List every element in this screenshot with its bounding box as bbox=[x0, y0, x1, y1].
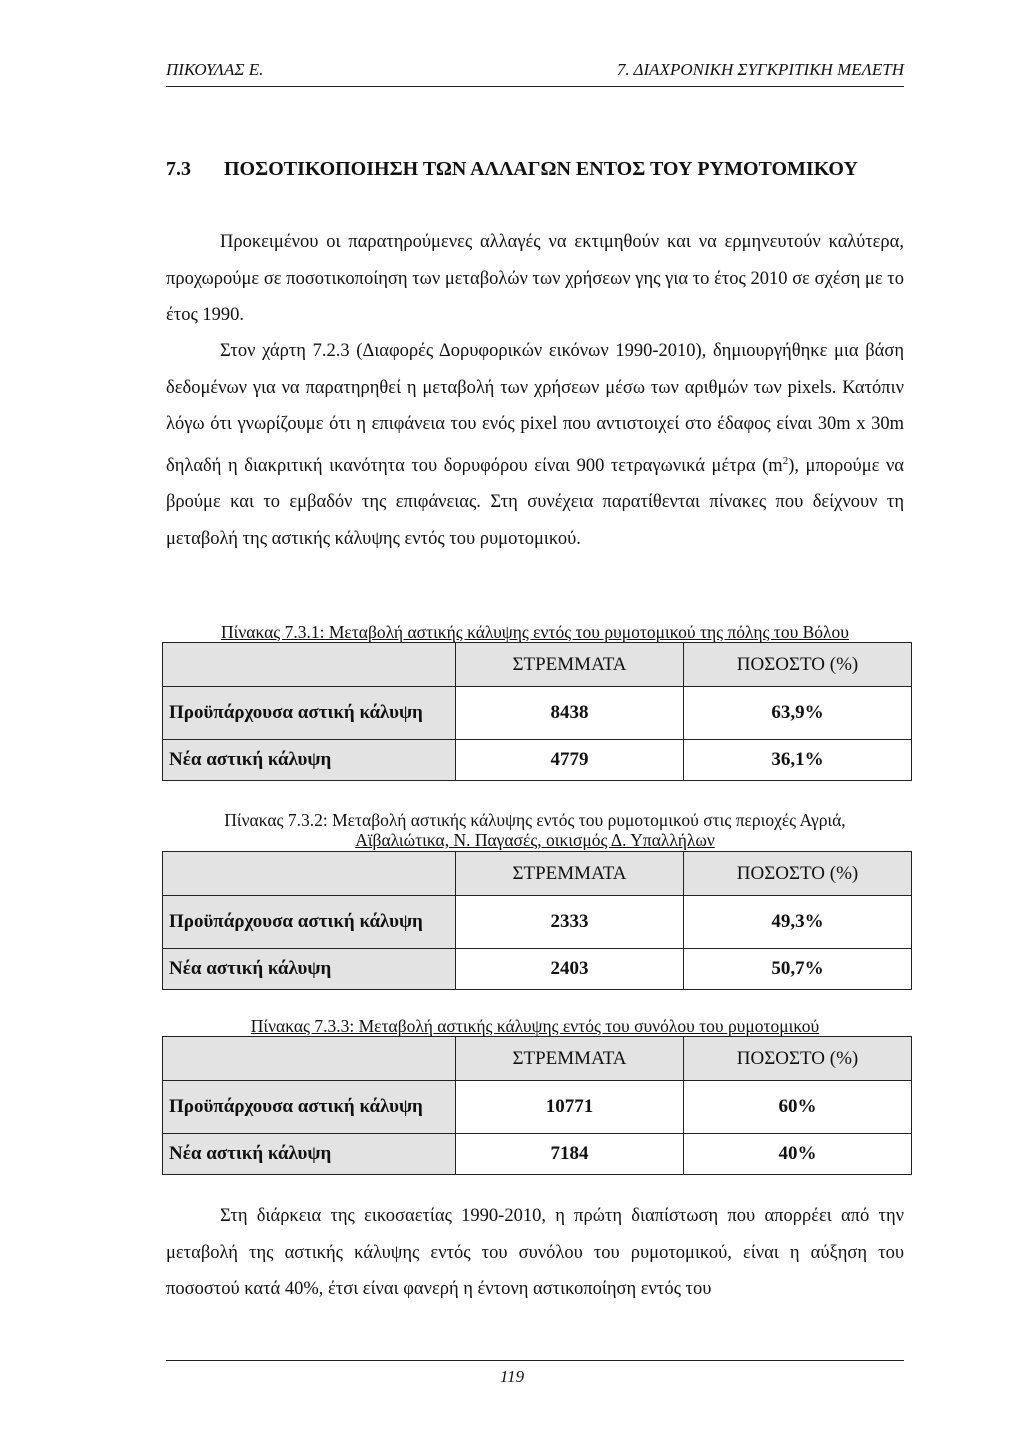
cell-existing-stremmata: 10771 bbox=[456, 1081, 684, 1134]
section-number: 7.3 bbox=[166, 158, 191, 180]
data-table-3 bbox=[162, 1036, 912, 1175]
running-header bbox=[166, 56, 904, 87]
footer-rule bbox=[166, 1360, 904, 1361]
col-header-stremmata: ΣΤΡΕΜΜΑΤΑ bbox=[456, 852, 684, 896]
data-table-2 bbox=[162, 851, 912, 990]
row-label-existing: Προϋπάρχουσα αστική κάλυψη bbox=[163, 687, 456, 740]
table-header-row bbox=[163, 643, 912, 687]
cell-new-stremmata: 4779 bbox=[456, 740, 684, 781]
cell-new-pososto: 36,1% bbox=[684, 740, 912, 781]
table-caption-2-line-1: Πίνακας 7.3.2: Μεταβολή αστικής κάλυψης εντός του ρυμοτομικού στις περιοχές Αγριά, bbox=[224, 810, 846, 830]
col-header-stremmata: ΣΤΡΕΜΜΑΤΑ bbox=[456, 1037, 684, 1081]
table-row bbox=[163, 949, 912, 990]
table-header-row bbox=[163, 852, 912, 896]
cell-existing-pososto: 49,3% bbox=[684, 896, 912, 949]
col-header-stremmata: ΣΤΡΕΜΜΑΤΑ bbox=[456, 643, 684, 687]
paragraph-conclusion: Στη διάρκεια της εικοσαετίας 1990-2010, η πρώτη διαπίστωση που απορρέει από την μεταβολή της αστικής κάλυψης εντός του συνόλου του ρυμοτομικού, είναι η αύξηση του ποσοστού κατά 40%, έτσι είναι φανερή η έντονη αστικοποίηση εντός του bbox=[166, 1206, 904, 1299]
table-row bbox=[163, 740, 912, 781]
row-label-new: Νέα αστική κάλυψη bbox=[163, 740, 456, 781]
table-corner-cell bbox=[163, 1037, 456, 1081]
table-caption-3 bbox=[166, 1016, 904, 1036]
col-header-pososto: ΠΟΣΟΣΤΟ (%) bbox=[684, 643, 912, 687]
cell-existing-pososto: 60% bbox=[684, 1081, 912, 1134]
superscript-2: 2 bbox=[782, 454, 789, 467]
paragraph-method-text-2: ), μπορούμε να βρούμε και το εμβαδόν της επιφάνειας. Στη συνέχεια παρατίθενται πίνακες που δείχνουν τη μεταβολή της αστικής κάλυψης εντός του ρυμοτομικού. bbox=[166, 455, 904, 549]
table-header-row bbox=[163, 1037, 912, 1081]
row-label-existing: Προϋπάρχουσα αστική κάλυψη bbox=[163, 1081, 456, 1134]
section-title: ΠΟΣΟΤΙΚΟΠΟΙΗΣΗ ΤΩΝ ΑΛΛΑΓΩΝ ΕΝΤΟΣ ΤΟΥ ΡΥΜΟΤΟΜΙΚΟΥ bbox=[224, 158, 858, 180]
row-label-new: Νέα αστική κάλυψη bbox=[163, 949, 456, 990]
col-header-pososto: ΠΟΣΟΣΤΟ (%) bbox=[684, 1037, 912, 1081]
header-author: ΠΙΚΟΥΛΑΣ Ε. bbox=[166, 60, 264, 79]
table-caption-1-text: Πίνακας 7.3.1: Μεταβολή αστικής κάλυψης εντός του ρυμοτομικού της πόλης του Βόλου bbox=[221, 622, 849, 642]
data-table-1 bbox=[162, 642, 912, 781]
table-corner-cell bbox=[163, 852, 456, 896]
col-header-pososto: ΠΟΣΟΣΤΟ (%) bbox=[684, 852, 912, 896]
paragraph-intro: Προκειμένου οι παρατηρούμενες αλλαγές να εκτιμηθούν και να ερμηνευτούν καλύτερα, προχωρούμε σε ποσοτικοποίηση των μεταβολών των χρήσεων γης για το έτος 2010 σε σχέση με το έτος 1990. bbox=[166, 232, 904, 325]
table-row bbox=[163, 896, 912, 949]
table-row bbox=[163, 1081, 912, 1134]
section-heading bbox=[166, 158, 858, 181]
table-caption-2 bbox=[166, 810, 904, 850]
cell-existing-stremmata: 8438 bbox=[456, 687, 684, 740]
table-corner-cell bbox=[163, 643, 456, 687]
row-label-existing: Προϋπάρχουσα αστική κάλυψη bbox=[163, 896, 456, 949]
cell-new-stremmata: 7184 bbox=[456, 1134, 684, 1175]
cell-existing-pososto: 63,9% bbox=[684, 687, 912, 740]
page-number: 119 bbox=[499, 1367, 525, 1386]
cell-existing-stremmata: 2333 bbox=[456, 896, 684, 949]
row-label-new: Νέα αστική κάλυψη bbox=[163, 1134, 456, 1175]
paragraph-method bbox=[166, 333, 904, 557]
table-caption-1 bbox=[166, 622, 904, 642]
cell-new-pososto: 50,7% bbox=[684, 949, 912, 990]
header-chapter: 7. ΔΙΑΧΡΟΝΙΚΗ ΣΥΓΚΡΙΤΙΚΗ ΜΕΛΕΤΗ bbox=[616, 60, 904, 79]
table-row bbox=[163, 1134, 912, 1175]
paragraph-method-text-1: Στον χάρτη 7.2.3 (Διαφορές Δορυφορικών εικόνων 1990-2010), δημιουργήθηκε μια βάση δεδομένων για να παρατηρηθεί η μεταβολή των χρήσεων μέσω των αριθμών των pixels. Κατόπιν λόγω ότι γνωρίζουμε ότι η επιφάνεια του ενός pixel που αντιστοιχεί στο έδαφος είναι 30m x 30m δηλαδή η διακριτική ικανότητα του δορυφόρου είναι 900 τετραγωνικά μέτρα (m bbox=[166, 341, 904, 476]
table-caption-2-line-2: Αϊβαλιώτικα, Ν. Παγασές, οικισμός Δ. Υπαλλήλων bbox=[355, 830, 715, 850]
table-caption-3-text: Πίνακας 7.3.3: Μεταβολή αστικής κάλυψης εντός του συνόλου του ρυμοτομικού bbox=[250, 1016, 820, 1036]
cell-new-pososto: 40% bbox=[684, 1134, 912, 1175]
cell-new-stremmata: 2403 bbox=[456, 949, 684, 990]
table-row bbox=[163, 687, 912, 740]
